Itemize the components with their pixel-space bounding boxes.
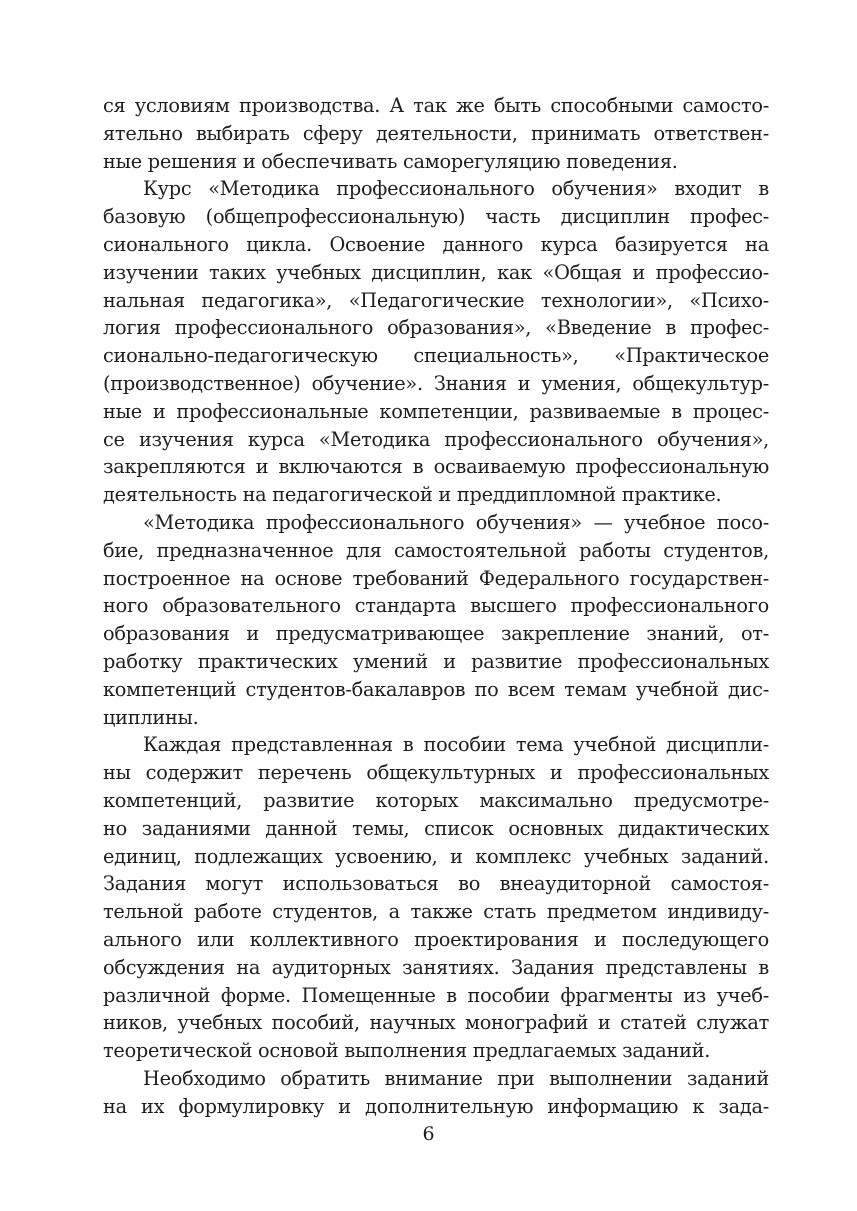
text-line: тельной работе студентов, а также стать предметом индивиду- [103, 900, 769, 924]
text-line: различной форме. Помещенные в пособии фрагменты из учеб- [103, 983, 769, 1007]
paragraph [103, 1065, 769, 1121]
text-line: ные решения и обеспечивать саморегуляцию поведения. [103, 149, 678, 173]
text-line: ся условиям производства. А так же быть способными самосто- [103, 94, 769, 117]
text-line: Каждая представленная в пособии тема учебной дисципли- [143, 733, 769, 757]
paragraph [103, 509, 769, 731]
text-line: обсуждения на аудиторных занятиях. Задания представлены в [103, 955, 769, 979]
text-line: сионально-педагогическую специальность», «Практическое [103, 344, 769, 368]
text-line: образования и предусматривающее закрепление знаний, от- [103, 622, 769, 646]
paragraph [103, 175, 769, 509]
text-line: логия профессионального образования», «Введение в профес- [103, 316, 769, 340]
text-line: циплины. [103, 705, 199, 729]
text-line: теоретической основой выполнения предлагаемых заданий. [103, 1039, 711, 1063]
paragraph [103, 731, 769, 1065]
text-line: ны содержит перечень общекультурных и профессиональных [103, 761, 769, 785]
text-line: ные и профессиональные компетенции, развиваемые в процес- [103, 399, 769, 423]
body-text [103, 92, 769, 1120]
text-line: се изучения курса «Методика профессионального обучения», [103, 427, 769, 451]
text-line: единиц, подлежащих усвоению, и комплекс учебных заданий. [103, 844, 769, 868]
text-line: сионального цикла. Освоение данного курса базируется на [103, 232, 769, 256]
paragraph [103, 92, 769, 175]
text-line: бие, предназначенное для самостоятельной работы студентов, [103, 538, 769, 562]
text-line: но заданиями данной темы, список основных дидактических [103, 816, 769, 840]
text-line: ников, учебных пособий, научных монографий и статей служат [103, 1011, 769, 1035]
text-line: ального или коллективного проектирования и последующего [103, 927, 769, 951]
text-line: Задания могут использоваться во внеаудиторной самостоя- [103, 872, 769, 896]
text-line: на их формулировку и дополнительную информацию к зада- [103, 1094, 769, 1118]
text-line: Курс «Методика профессионального обучения» входит в [143, 177, 769, 201]
text-line: базовую (общепрофессиональную) часть дисциплин профес- [103, 205, 769, 229]
text-line: ного образовательного стандарта высшего профессионального [103, 594, 769, 618]
page-number: 6 [422, 1123, 435, 1145]
text-line: изучении таких учебных дисциплин, как «Общая и профессио- [103, 260, 769, 284]
text-line: ятельно выбирать сферу деятельности, принимать ответствен- [103, 121, 769, 145]
text-line: работку практических умений и развитие профессиональных [103, 649, 769, 673]
text-line: «Методика профессионального обучения» — учебное посо- [143, 510, 769, 534]
text-line: (производственное) обучение». Знания и умения, общекультур- [103, 371, 769, 395]
text-line: компетенций студентов-бакалавров по всем темам учебной дис- [103, 677, 769, 701]
text-line: закрепляются и включаются в осваиваемую профессиональную [103, 455, 769, 479]
text-line: компетенций, развитие которых максимально предусмотре- [103, 788, 769, 812]
text-line: деятельность на педагогической и преддипломной практике. [103, 483, 722, 507]
text-line: Необходимо обратить внимание при выполнении заданий [143, 1066, 769, 1090]
text-line: построенное на основе требований Федерального государствен- [103, 566, 769, 590]
text-line: нальная педагогика», «Педагогические технологии», «Психо- [103, 288, 769, 312]
